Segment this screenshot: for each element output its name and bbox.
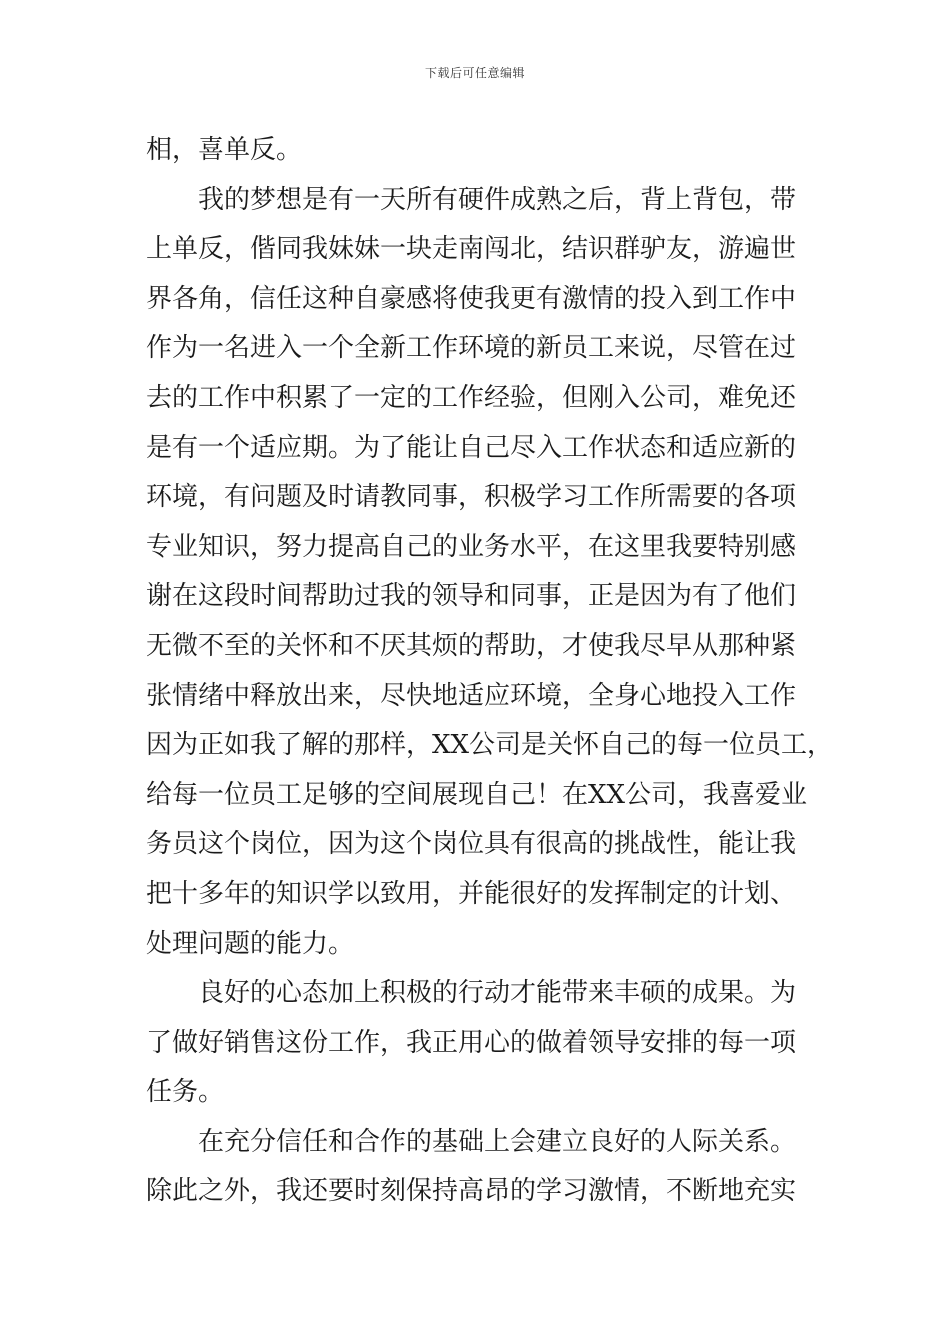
paragraph-start-line: 在充分信任和合作的基础上会建立良好的人际关系。 xyxy=(198,1126,797,1157)
text-line: 处理问题的能力。 xyxy=(146,928,355,959)
text-line: 张情绪中释放出来，尽快地适应环境，全身心地投入工作 xyxy=(146,680,797,711)
text-line: 上单反，偕同我妹妹一块走南闯北，结识群驴友，游遍世 xyxy=(146,234,797,265)
text-line: 无微不至的关怀和不厌其烦的帮助，才使我尽早从那种紧 xyxy=(146,630,797,661)
text-line: 务员这个岗位，因为这个岗位具有很高的挑战性，能让我 xyxy=(146,829,797,860)
text-line: 谢在这段时间帮助过我的领导和同事，正是因为有了他们 xyxy=(146,581,797,612)
text-line: 任务。 xyxy=(146,1077,225,1108)
text-line: 相，喜单反。 xyxy=(146,135,303,165)
text-line: 是有一个适应期。为了能让自己尽入工作状态和适应新的 xyxy=(146,432,797,463)
text-line: 作为一名进入一个全新工作环境的新员工来说，尽管在过 xyxy=(146,333,797,364)
text-line: 除此之外，我还要时刻保持高昂的学习激情，不断地充实 xyxy=(146,1176,797,1207)
text-line: 去的工作中积累了一定的工作经验，但刚入公司，难免还 xyxy=(146,382,797,413)
text-line: 环境，有问题及时请教同事，积极学习工作所需要的各项 xyxy=(146,482,797,513)
text-line: 给每一位员工足够的空间展现自己！在XX公司，我喜爱业 xyxy=(146,779,808,810)
page-header: 下载后可任意编辑 xyxy=(424,66,525,80)
text-line: 界各角，信任这种自豪感将使我更有激情的投入到工作中 xyxy=(146,283,797,314)
paragraph-start-line: 我的梦想是有一天所有硬件成熟之后，背上背包，带 xyxy=(198,184,797,215)
document-body xyxy=(146,126,834,1217)
text-line: 因为正如我了解的那样，XX公司是关怀自己的每一位员工， xyxy=(146,730,834,761)
paragraph-start-line: 良好的心态加上积极的行动才能带来丰硕的成果。为 xyxy=(198,978,797,1009)
text-line: 把十多年的知识学以致用，并能很好的发挥制定的计划、 xyxy=(146,878,797,909)
text-line: 专业知识，努力提高自己的业务水平，在这里我要特别感 xyxy=(146,531,797,562)
text-line: 了做好销售这份工作，我正用心的做着领导安排的每一项 xyxy=(146,1027,797,1058)
